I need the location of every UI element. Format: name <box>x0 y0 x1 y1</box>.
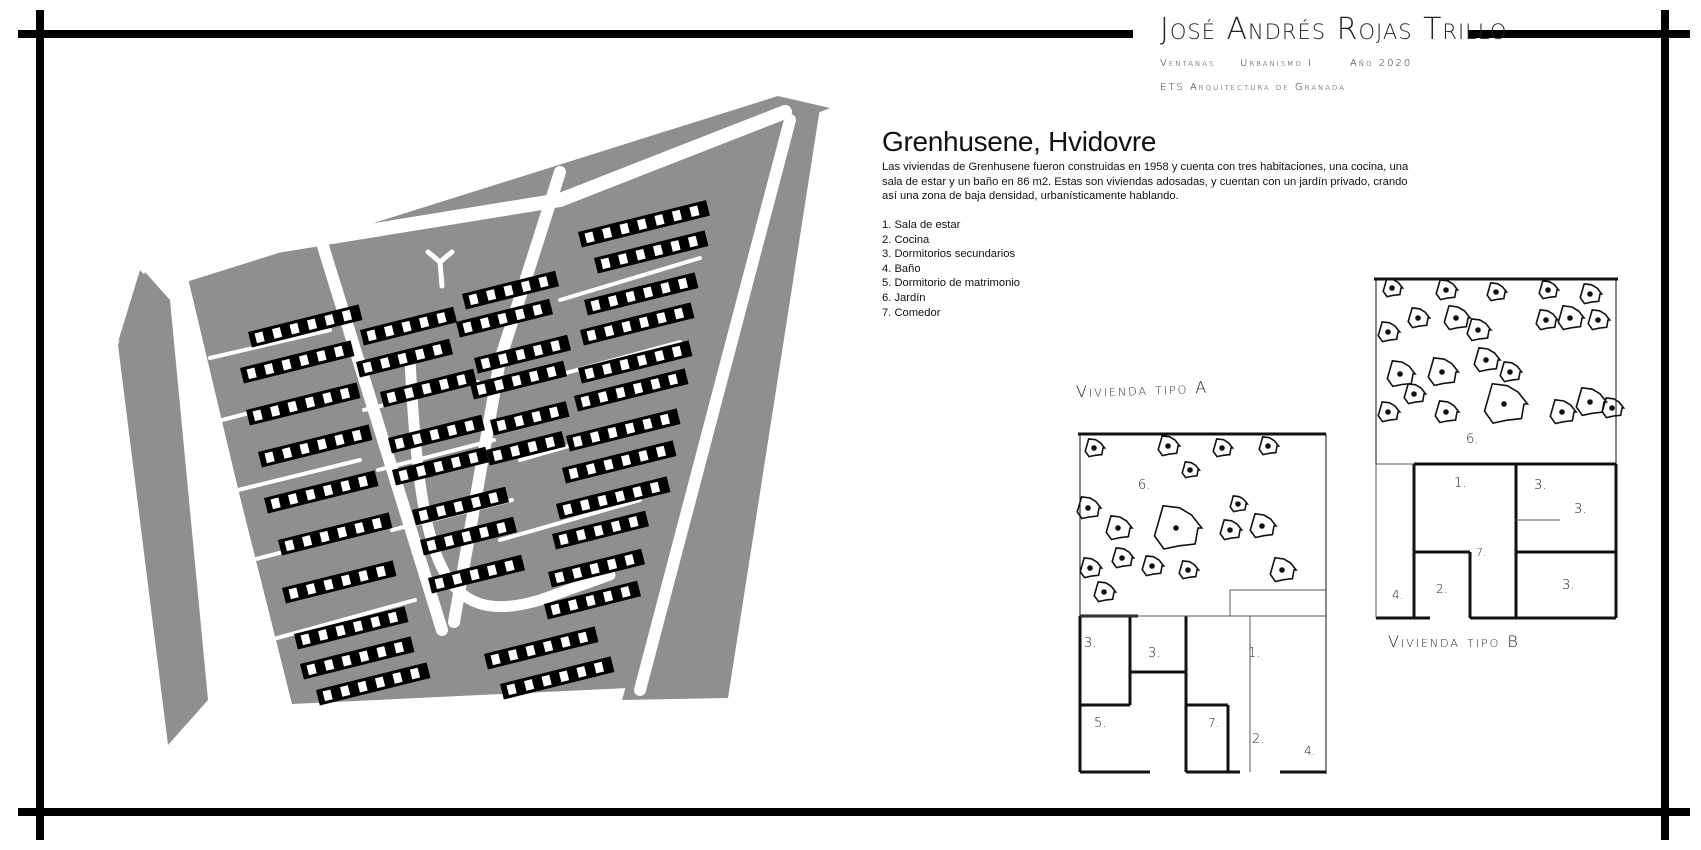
tree-trunk <box>1494 290 1498 294</box>
tree-trunk <box>1398 372 1402 376</box>
tree-trunk <box>1220 446 1224 450</box>
tree-trunk <box>1588 400 1592 404</box>
tree-trunk <box>1560 410 1564 414</box>
project-description: Las viviendas de Grenhusene fueron construidas en 1958 y cuenta con tres habitaciones, una cocina, una sala de estar y un baño en 86 m2. Estas son viviendas adosadas, y cuentan con un jardín privado, crando así una zona de baja densidad, urbanísticamente hablando. <box>882 161 1409 203</box>
plan-a-room-3b: 3. <box>1148 646 1161 661</box>
plan-b-room-4: 4. <box>1392 588 1404 602</box>
project-title: Grenhusene, Hvidovre <box>882 126 1157 157</box>
tree-trunk <box>1174 526 1178 530</box>
tree-trunk <box>1280 568 1284 572</box>
legend-item: 3. Dormitorios secundarios <box>882 248 1016 261</box>
tree-trunk <box>1588 292 1592 296</box>
tree-trunk <box>1412 392 1416 396</box>
plan-b-walls <box>1376 464 1616 618</box>
tree-trunk <box>1166 444 1170 448</box>
tree-trunk <box>1236 502 1240 506</box>
plan-a-room-5: 5. <box>1094 716 1107 731</box>
plan-a-room-6: 6. <box>1138 478 1151 493</box>
plan-a-room-4: 4. <box>1304 744 1316 758</box>
legend-item: 6. Jardín <box>882 291 926 304</box>
legend-item: 1. Sala de estar <box>882 219 961 231</box>
plan-b-room-1: 1. <box>1454 476 1467 491</box>
course-year: Año 2020 <box>1350 58 1413 69</box>
plan-b-trees <box>1378 279 1624 424</box>
tree-trunk <box>1228 528 1232 532</box>
tree-trunk <box>1150 564 1154 568</box>
plan-a-room-2: 2. <box>1252 732 1265 747</box>
legend-item: 4. Baño <box>882 262 921 275</box>
plan-b-site-edge <box>1376 279 1616 618</box>
plan-b-room-3a: 3. <box>1534 478 1547 493</box>
tree-trunk <box>1088 566 1092 570</box>
tree-trunk <box>1502 402 1506 406</box>
tree-trunk <box>1390 286 1394 290</box>
tree-trunk <box>1386 330 1390 334</box>
plan-a-label: Vivienda tipo A <box>1075 377 1209 402</box>
tree-trunk <box>1544 318 1548 322</box>
plan-b-label: Vivienda tipo B <box>1388 632 1520 651</box>
tree-trunk <box>1266 444 1270 448</box>
tree-trunk <box>1260 524 1264 528</box>
plan-b-thin-walls <box>1376 464 1560 618</box>
tree-trunk <box>1508 370 1512 374</box>
plan-a-room-3a: 3. <box>1084 636 1097 651</box>
tree-trunk <box>1444 288 1448 292</box>
tree-trunk <box>1476 328 1480 332</box>
plan-a-site-edge <box>1080 434 1326 774</box>
legend-item: 5. Dormitorio de matrimonio <box>882 277 1021 290</box>
tree-trunk <box>1596 318 1600 322</box>
floor-plan-a <box>1077 434 1326 774</box>
tree-trunk <box>1416 316 1420 320</box>
plan-a-room-1: 1. <box>1248 646 1261 661</box>
floor-plan-b <box>1374 279 1624 618</box>
tree-trunk <box>1568 316 1572 320</box>
school-name: ETS Arquitectura de Granada <box>1160 82 1347 93</box>
tree-trunk <box>1484 358 1488 362</box>
plan-b-room-7: 7. <box>1476 546 1487 559</box>
plan-b-room-3c: 3. <box>1562 578 1575 593</box>
tree-trunk <box>1116 526 1120 530</box>
plan-a-trees <box>1077 436 1296 602</box>
tree-trunk <box>1610 406 1614 410</box>
course-name: Urbanismo I <box>1240 58 1313 69</box>
tree-trunk <box>1454 316 1458 320</box>
plan-a-walls <box>1080 616 1326 772</box>
author-name: José Andrés Rojas Trillo <box>1160 12 1508 47</box>
tree-trunk <box>1186 568 1190 572</box>
course-subject: Ventanas <box>1160 58 1216 69</box>
tree-trunk <box>1440 370 1444 374</box>
legend-item: 2. Cocina <box>882 233 930 246</box>
tree-trunk <box>1102 590 1106 594</box>
tree-trunk <box>1386 410 1390 414</box>
tree-trunk <box>1546 288 1550 292</box>
tree-trunk <box>1120 556 1124 560</box>
plan-b-room-3b: 3. <box>1574 502 1587 517</box>
plan-b-room-2: 2. <box>1436 582 1448 596</box>
plan-b-room-6: 6. <box>1466 432 1479 447</box>
legend-item: 7. Comedor <box>882 306 941 319</box>
tree-trunk <box>1086 506 1090 510</box>
tree-trunk <box>1092 446 1096 450</box>
plan-a-room-7: 7. <box>1208 716 1220 730</box>
tree-trunk <box>1444 410 1448 414</box>
tree-trunk <box>1188 468 1192 472</box>
